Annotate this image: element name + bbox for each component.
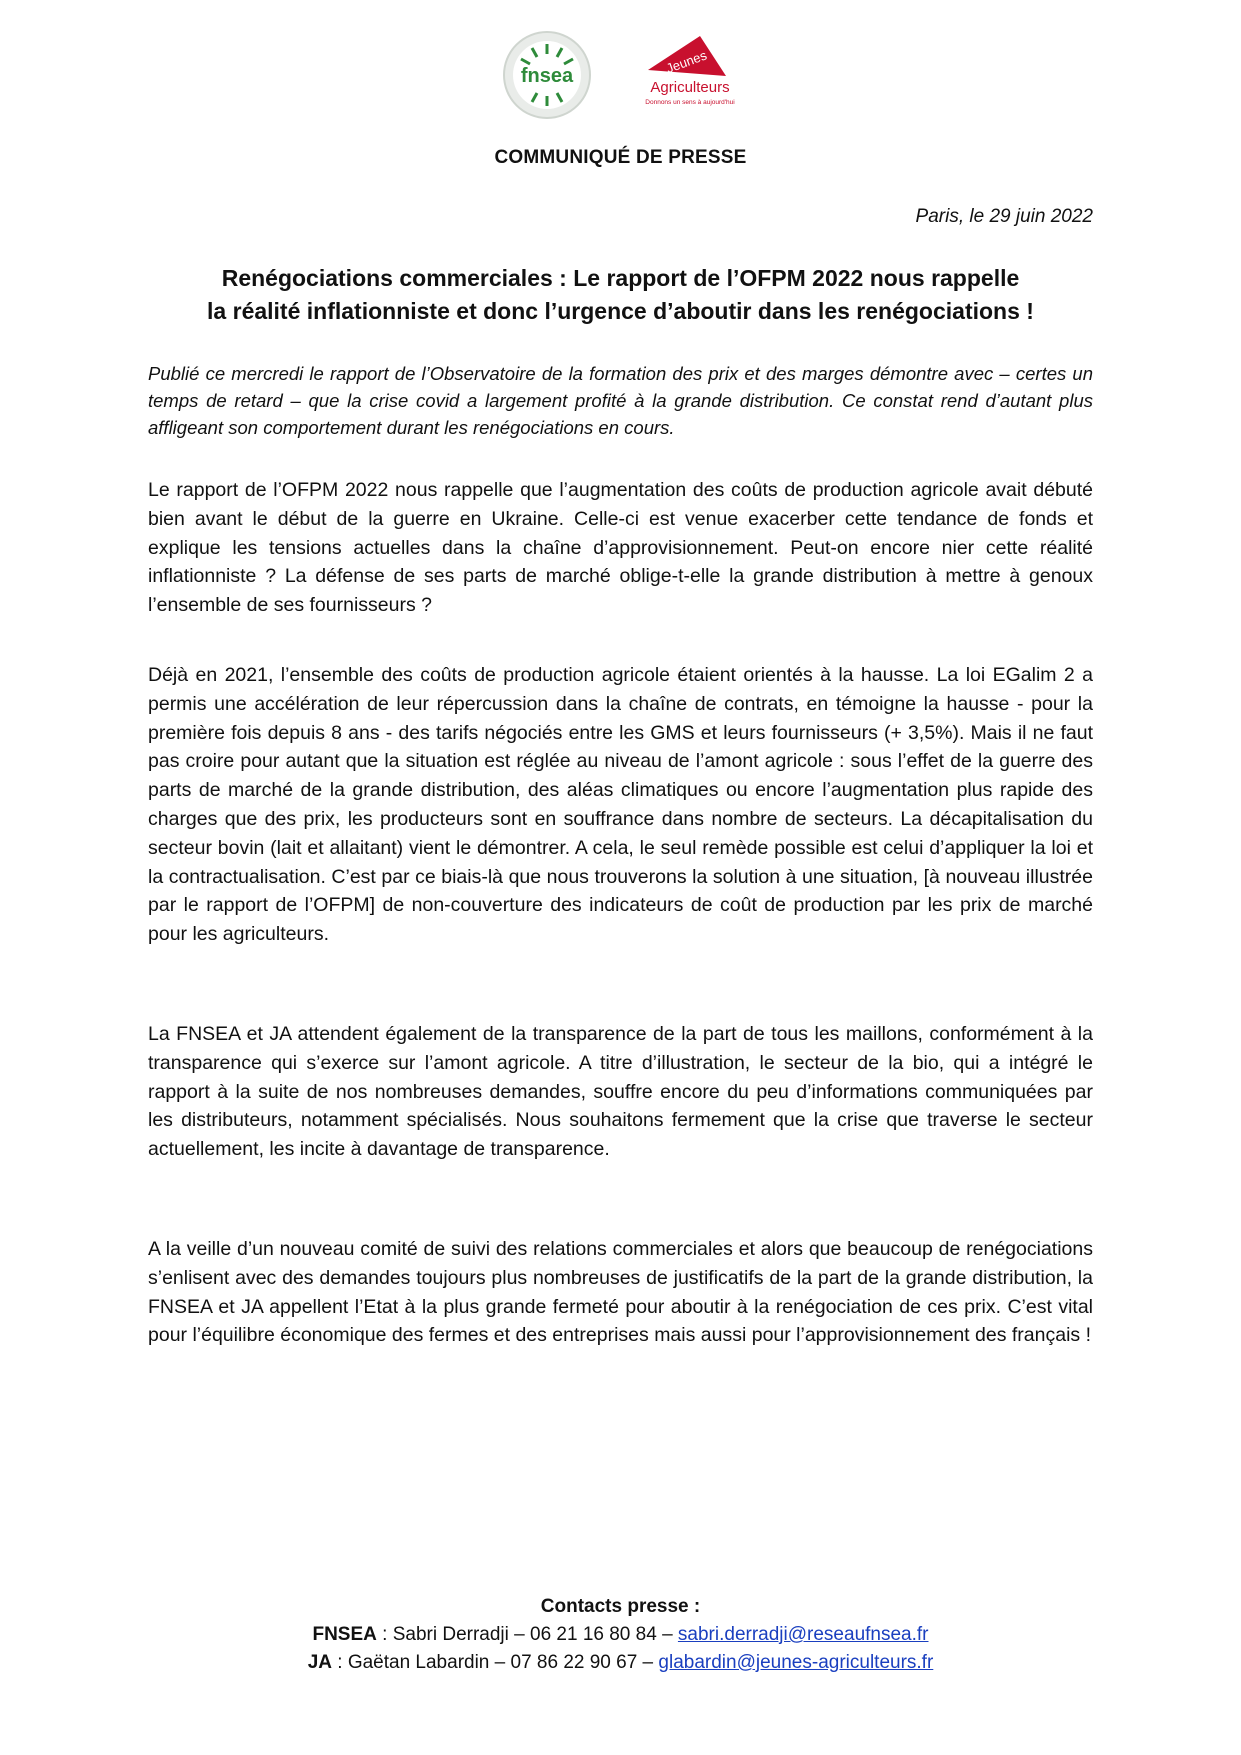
dateline: Paris, le 29 juin 2022 [915, 206, 1093, 227]
press-release-label: COMMUNIQUÉ DE PRESSE [494, 147, 747, 168]
page-title [100, 262, 1141, 328]
contact-fnsea-email-link[interactable]: sabri.derradji@reseaufnsea.fr [677, 1624, 929, 1645]
jeunes-agriculteurs-logo-icon [630, 30, 750, 120]
contact-ja-org: JA [307, 1652, 332, 1673]
fnsea-logo-icon [502, 30, 592, 120]
body-paragraph-2: Déjà en 2021, l’ensemble des coûts de production agricole étaient orientés à la hausse. La loi EGalim 2 a permis une accélération de leur répercussion dans la chaîne de contrats, en témoigne la hausse - pour la première fois depuis 8 ans - des tarifs négociés entre les GMS et leurs fournisseurs (+ 3,5%). Mais il ne faut pas croire pour autant que la situation est réglée au niveau de l’amont agricole : sous l’effet de la guerre des parts de marché de la grande distribution, des aléas climatiques ou encore l’augmentation plus rapide des charges que des prix, les producteurs sont en souffrance dans nombre de secteurs. La décapitalisation du secteur bovin (lait et allaitant) vient le démontrer. A cela, le seul remède possible est celui d’appliquer la loi et la contractualisation. C’est par ce biais-là que nous trouverons la solution à une situation, [à nouveau illustrée par le rapport de l’OFPM] de non-couverture des indicateurs de coût de production par les prix de marché pour les agriculteurs. [148, 664, 1093, 946]
contact-ja-email-link[interactable]: glabardin@jeunes-agriculteurs.fr [658, 1652, 934, 1673]
title-line-2: la réalité inflationniste et donc l’urgence d’aboutir dans les renégociations ! [207, 298, 1034, 324]
contact-fnsea-org: FNSEA [312, 1624, 377, 1645]
press-contacts [0, 1593, 1241, 1677]
contact-fnsea-details: : Sabri Derradji – 06 21 16 80 84 – [376, 1624, 678, 1645]
svg-text:Donnons un sens à aujourd'hui: Donnons un sens à aujourd'hui [645, 99, 735, 106]
body-paragraph-1: Le rapport de l’OFPM 2022 nous rappelle que l’augmentation des coûts de production agricole avait débuté bien avant le début de la guerre en Ukraine. Celle-ci est venue exacerber cette tendance de fonds et explique les tensions actuelles dans la chaîne d’approvisionnement. Peut-on encore nier cette réalité inflationniste ? La défense de ses parts de marché oblige-t-elle la grande distribution à mettre à genoux l’ensemble de ses fournisseurs ? [148, 479, 1093, 617]
svg-text:Jeunes: Jeunes [664, 47, 709, 76]
svg-text:fnsea: fnsea [520, 65, 574, 87]
contact-fnsea [0, 1621, 1241, 1649]
contact-ja-details: : Gaëtan Labardin – 07 86 22 90 67 – [331, 1652, 659, 1673]
svg-text:Agriculteurs: Agriculteurs [650, 79, 730, 96]
body-paragraph-4: A la veille d’un nouveau comité de suivi des relations commerciales et alors que beaucoup de renégociations s’enlisent avec des demandes toujours plus nombreuses de justificatifs de la part de la grande distribution, la FNSEA et JA appellent l’Etat à la plus grande fermeté pour aboutir à la renégociation de ces prix. C’est vital pour l’équilibre économique des fermes et des entreprises mais aussi pour l’approvisionnement des français ! [148, 1238, 1093, 1347]
lead-paragraph: Publié ce mercredi le rapport de l’Observatoire de la formation des prix et des marges démontre avec – certes un temps de retard – que la crise covid a largement profité à la grande distribution. Ce constat rend d’autant plus affligeant son comportement durant les renégociations en cours. [148, 363, 1093, 438]
contacts-heading: Contacts presse : [540, 1596, 701, 1617]
logos-header [0, 30, 1241, 120]
contact-ja [0, 1649, 1241, 1677]
body-paragraph-3: La FNSEA et JA attendent également de la transparence de la part de tous les maillons, conformément à la transparence qui s’exerce sur l’amont agricole. A titre d’illustration, le secteur de la bio, qui a intégré le rapport à la suite de nos nombreuses demandes, souffre encore du peu d’informations communiquées par les distributeurs, notamment spécialisés. Nous souhaitons fermement que la crise que traverse le secteur actuellement, les incite à davantage de transparence. [148, 1023, 1093, 1161]
title-line-1: Renégociations commerciales : Le rapport de l’OFPM 2022 nous rappelle [221, 265, 1020, 291]
